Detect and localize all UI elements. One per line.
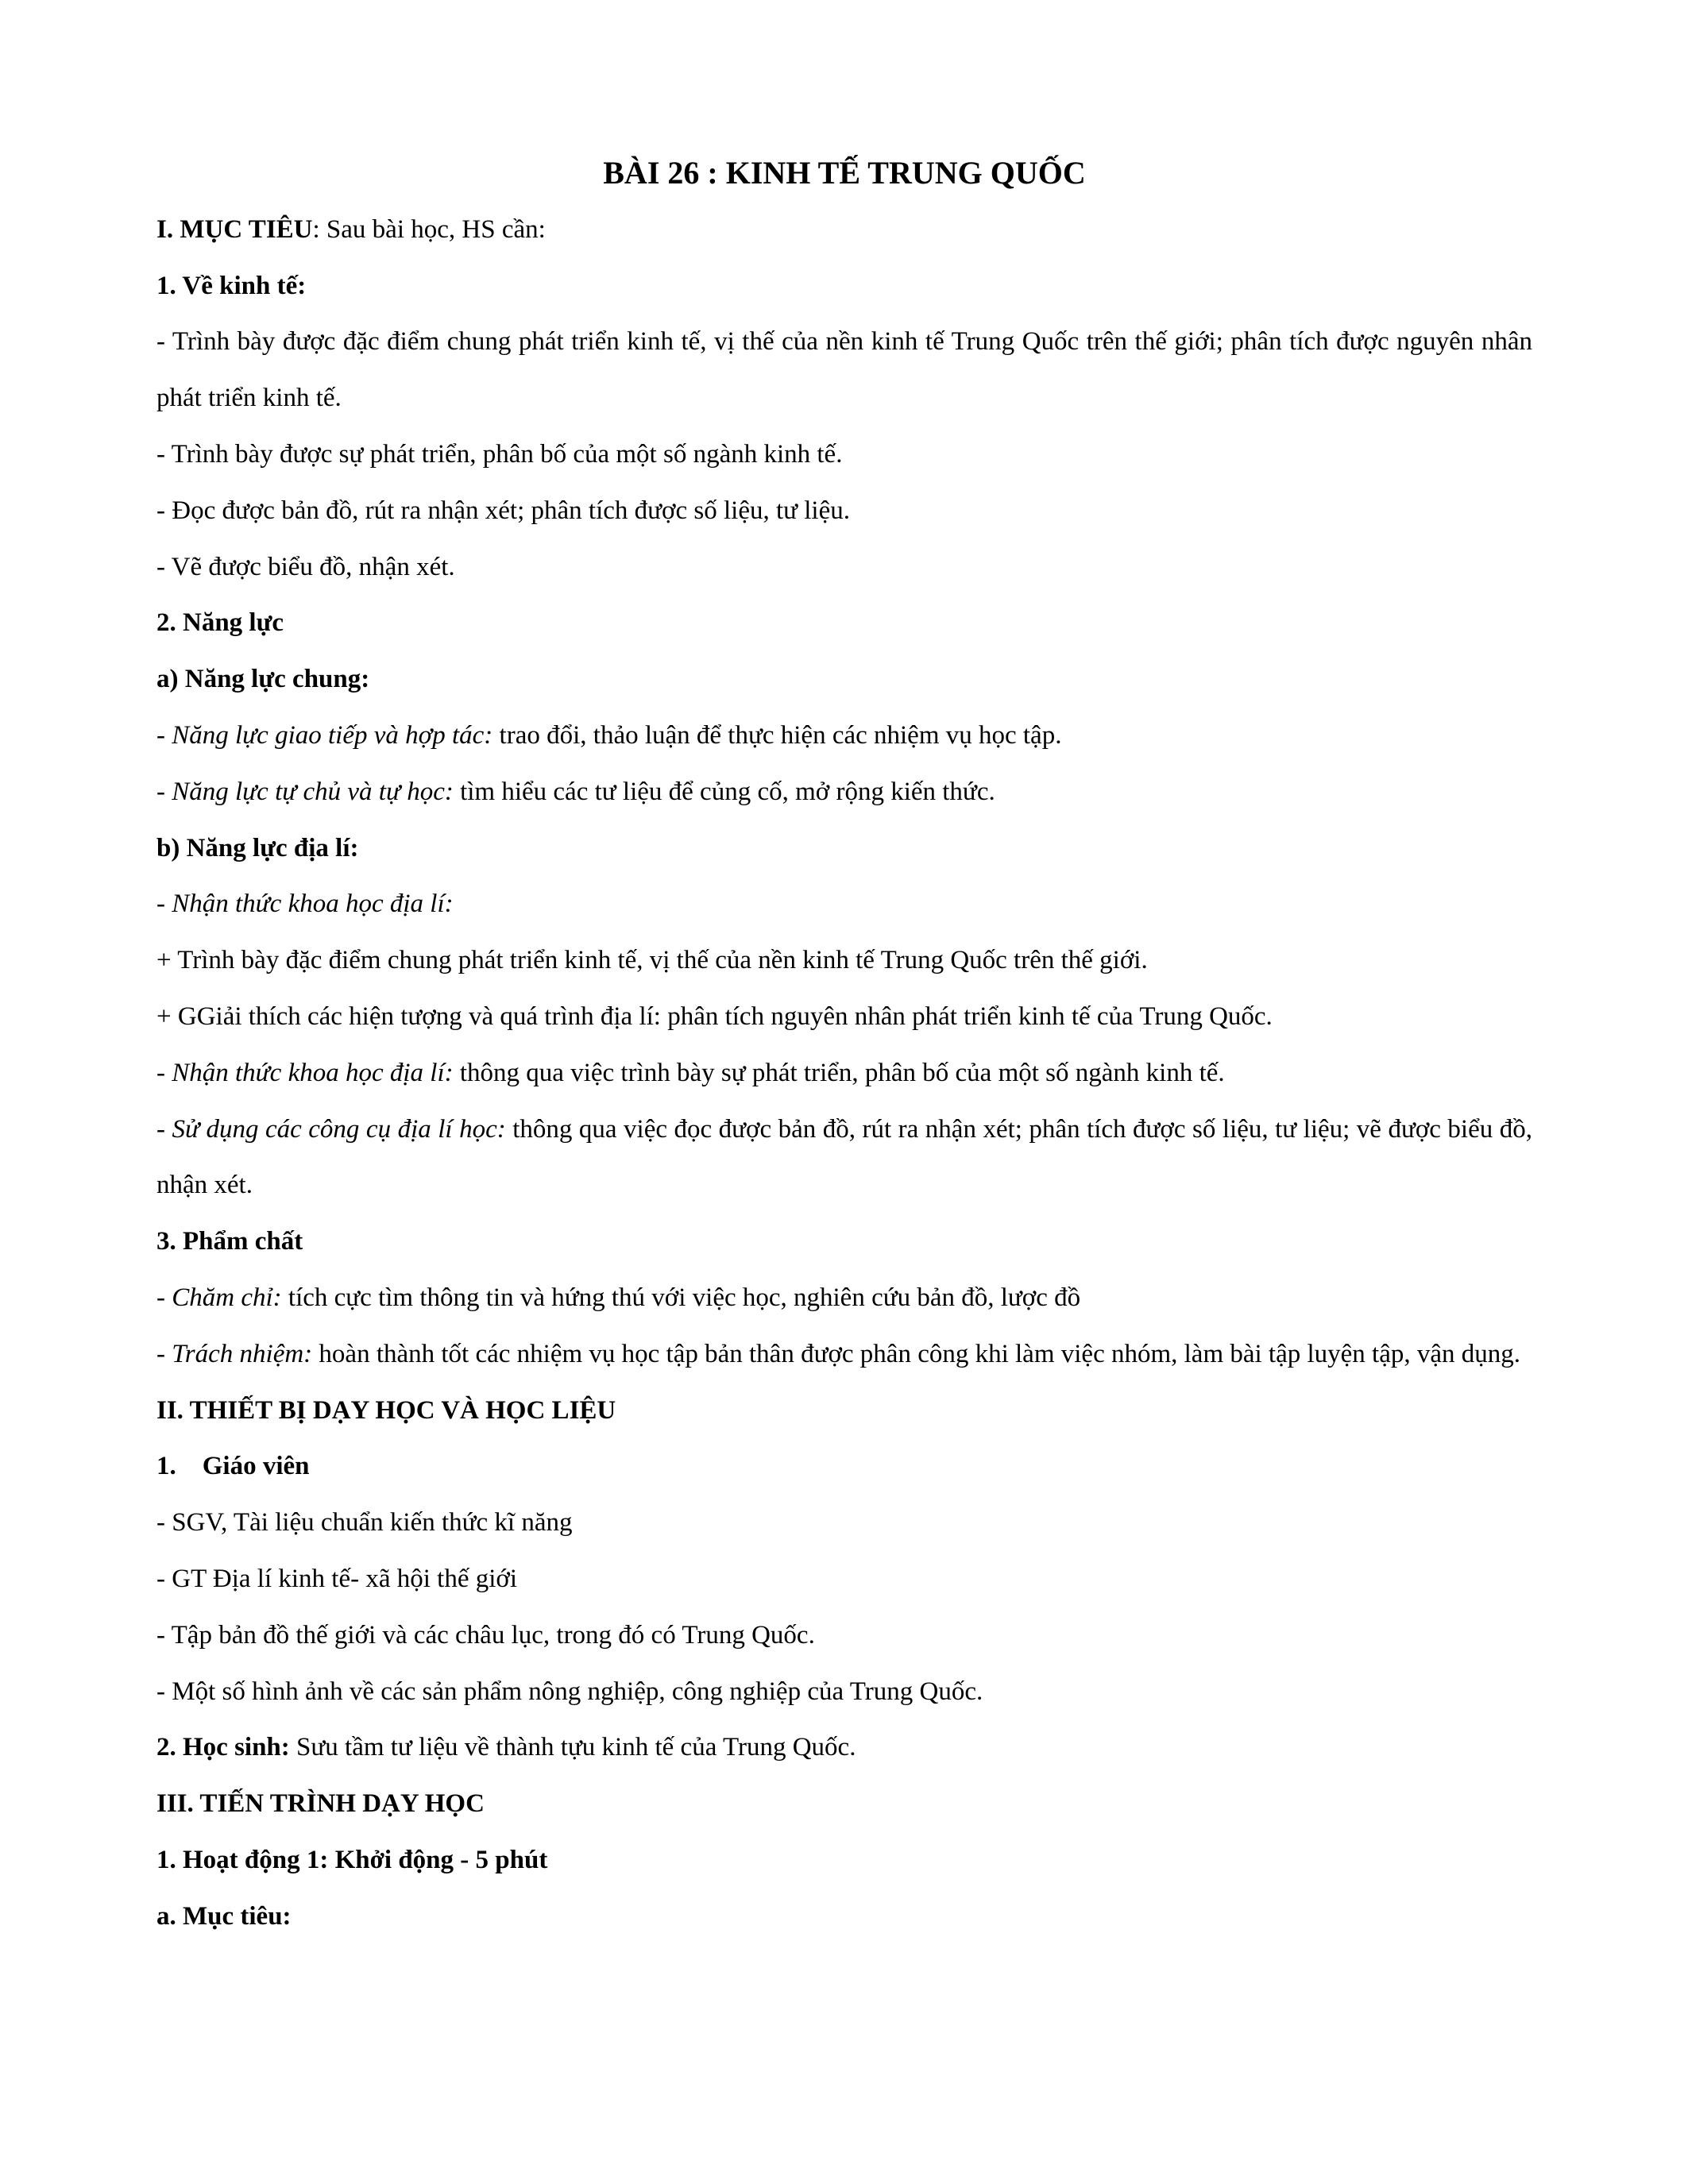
- text-segment: Nhận thức khoa học địa lí:: [172, 889, 454, 919]
- text-segment: 2. Học sinh:: [156, 1733, 290, 1762]
- paragraph: [156, 595, 1532, 651]
- text-segment: Chăm chỉ:: [172, 1283, 282, 1312]
- document-body: [156, 202, 1532, 1945]
- text-segment: 1. Hoạt động 1: Khởi động - 5 phút: [156, 1845, 548, 1874]
- page-title: BÀI 26 : KINH TẾ TRUNG QUỐC: [603, 155, 1086, 191]
- text-segment: Năng lực tự chủ và tự học:: [172, 777, 454, 806]
- paragraph: [156, 932, 1532, 989]
- text-segment: -: [156, 1058, 172, 1087]
- text-segment: - SGV, Tài liệu chuẩn kiến thức kĩ năng: [156, 1508, 573, 1538]
- text-segment: b) Năng lực địa lí:: [156, 833, 359, 862]
- text-segment: - GT Địa lí kinh tế- xã hội thế giới: [156, 1564, 518, 1593]
- text-segment: Sưu tầm tư liệu về thành tựu kinh tế của Trung Quốc.: [289, 1733, 856, 1762]
- paragraph: [156, 1719, 1532, 1776]
- text-segment: -: [156, 777, 172, 806]
- text-segment: - Một số hình ảnh về các sản phẩm nông nghiệp, công nghiệp của Trung Quốc.: [156, 1677, 983, 1706]
- text-segment: 1. Về kinh tế:: [156, 271, 307, 300]
- text-segment: + GGiải thích các hiện tượng và quá trình địa lí: phân tích nguyên nhân phát triển kinh tế của Trung Quốc.: [156, 1001, 1273, 1031]
- text-segment: tìm hiểu các tư liệu để củng cố, mở rộng kiến thức.: [453, 777, 995, 806]
- text-segment: thông qua việc trình bày sự phát triển, phân bố của một số ngành kinh tế.: [453, 1058, 1225, 1087]
- paragraph: [156, 1383, 1532, 1439]
- text-segment: III. TIẾN TRÌNH DẠY HỌC: [156, 1789, 485, 1819]
- text-segment: - Trình bày được sự phát triển, phân bố của một số ngành kinh tế.: [156, 439, 843, 469]
- text-segment: - Đọc được bản đồ, rút ra nhận xét; phân tích được số liệu, tư liệu.: [156, 496, 851, 525]
- text-segment: Năng lực giao tiếp và hợp tác:: [172, 720, 493, 750]
- paragraph: [156, 764, 1532, 820]
- paragraph: [156, 1045, 1532, 1102]
- text-segment: tích cực tìm thông tin và hứng thú với việc học, nghiên cứu bản đồ, lược đồ: [281, 1283, 1081, 1312]
- text-segment: II. THIẾT BỊ DẠY HỌC VÀ HỌC LIỆU: [156, 1395, 616, 1425]
- paragraph: [156, 651, 1532, 708]
- text-segment: - Trình bày được đặc điểm chung phát triển kinh tế, vị thế của nền kinh tế Trung Quốc trên thế giới; phân tích được nguyên nhân phát triển kinh tế.: [156, 327, 1532, 413]
- paragraph: [156, 314, 1532, 426]
- paragraph: [156, 1832, 1532, 1889]
- text-segment: -: [156, 720, 172, 750]
- paragraph: [156, 1776, 1532, 1832]
- paragraph: [156, 989, 1532, 1045]
- text-segment: -: [156, 1283, 172, 1312]
- text-segment: + Trình bày đặc điểm chung phát triển kinh tế, vị thế của nền kinh tế Trung Quốc trên thế giới.: [156, 946, 1148, 975]
- text-segment: Trách nhiệm:: [172, 1339, 313, 1368]
- text-segment: trao đổi, thảo luận để thực hiện các nhiệm vụ học tập.: [492, 720, 1062, 750]
- text-segment: - Vẽ được biểu đồ, nhận xét.: [156, 552, 455, 581]
- paragraph: [156, 539, 1532, 596]
- text-segment: : Sau bài học, HS cần:: [312, 214, 546, 244]
- paragraph: [156, 258, 1532, 314]
- text-segment: 1. Giáo viên: [156, 1452, 310, 1481]
- paragraph: [156, 1270, 1532, 1326]
- text-segment: 2. Năng lực: [156, 608, 284, 638]
- text-segment: 3. Phẩm chất: [156, 1227, 303, 1256]
- paragraph: [156, 483, 1532, 539]
- text-segment: - Tập bản đồ thế giới và các châu lục, trong đó có Trung Quốc.: [156, 1620, 815, 1650]
- text-segment: thông qua việc đọc được bản đồ, rút ra nhận xét; phân tích được số liệu, tư liệu; vẽ được biểu đồ, nhận xét.: [156, 1114, 1532, 1200]
- paragraph: [156, 1102, 1532, 1214]
- text-segment: a. Mục tiêu:: [156, 1901, 292, 1931]
- text-segment: Sử dụng các công cụ địa lí học:: [172, 1114, 506, 1144]
- paragraph: [156, 876, 1532, 932]
- paragraph: [156, 1438, 1532, 1495]
- paragraph: [156, 708, 1532, 764]
- paragraph: [156, 1551, 1532, 1607]
- text-segment: hoàn thành tốt các nhiệm vụ học tập bản thân được phân công khi làm việc nhóm, làm bài tập luyện tập, vận dụng.: [312, 1339, 1521, 1368]
- paragraph: [156, 1889, 1532, 1945]
- paragraph: [156, 1326, 1532, 1383]
- paragraph: [156, 1214, 1532, 1270]
- text-segment: -: [156, 1339, 172, 1368]
- text-segment: a) Năng lực chung:: [156, 665, 370, 694]
- paragraph: [156, 820, 1532, 877]
- text-segment: Nhận thức khoa học địa lí:: [172, 1058, 454, 1087]
- paragraph: [156, 426, 1532, 483]
- text-segment: -: [156, 1114, 172, 1144]
- paragraph: [156, 1664, 1532, 1720]
- text-segment: -: [156, 889, 172, 919]
- paragraph: [156, 202, 1532, 258]
- text-segment: I. MỤC TIÊU: [156, 214, 313, 244]
- paragraph: [156, 1607, 1532, 1664]
- paragraph: [156, 1495, 1532, 1551]
